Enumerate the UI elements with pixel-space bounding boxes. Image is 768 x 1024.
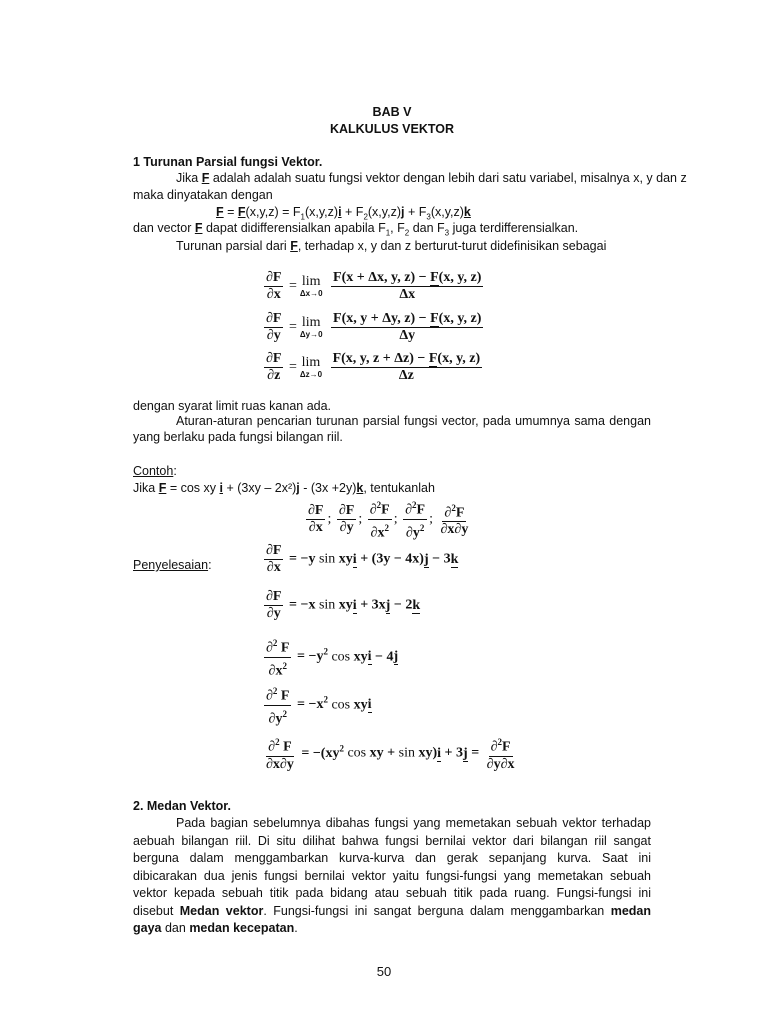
solution-d2Fdx2: $\frac{\partial^2 F}{\partial x^2}$ = $-y^2$ cos xyi − 4j [262, 635, 398, 679]
solution-dFdx: $\frac{\partial F}{\partial x}$ = −y sin xyi + (3y − 4x)j − 3k [266, 543, 459, 575]
contoh-text: Jika F = cos xy i + (3xy – 2x²)j - (3x +2y)k, tentukanlah [133, 481, 435, 495]
partial-z-definition: $\frac{\partial F}{\partial z}$ = lim Δz→0 $\frac{F(x, y, z + \Delta z) - F(x, y, z)}{\Delta z}$ [266, 351, 481, 383]
derivatives-to-find: $\frac{\partial F}{\partial x}$ ; $\frac{\partial F}{\partial y}$ ; $\frac{\partial^2F}{\partial x^2}$ ; $\frac{\partial^2F}{\partial y^2}$ ; $\frac{\partial^2F}{\partial x\partial y}$ [304, 497, 472, 541]
section1-para1-line1: Jika F adalah adalah suatu fungsi vektor dengan lebih dari satu variabel, misalnya x, y dan z [176, 171, 687, 185]
solution-dFdy: $\frac{\partial F}{\partial y}$ = −x sin xyi + 3xj − 2k [266, 589, 421, 621]
section1-para1-line2: maka dinyatakan dengan [133, 188, 273, 202]
contoh-label: Contoh: [133, 464, 177, 478]
section2-paragraph: Pada bagian sebelumnya dibahas fungsi yang memetakan sebuah vektor terhadap aebuah bilangan riil. Di situ dilihat bahwa fungsi bernilai vektor dari bilangan riil sangat berguna dalam menggambarkan kurva-kurva dan gerak sepanjang kurva. Saat ini dibicarakan dua jenis fungsi bernilai vektor yaitu fungsi-fungsi yang memetakan sebuah vektor kepada sebuah titik pada bidang atau sebuah titik pada ruang. Fungsi-fungsi ini disebut Medan vektor. Fungsi-fungsi ini sangat berguna dalam menggambarkan medan gaya dan medan kecepatan. [133, 816, 651, 935]
formula-F-definition: $F = F(x,y,z) = F_1(x,y,z)i + F_2(x,y,z)j + F_3(x,y,z)k$ [216, 205, 471, 222]
section1-para5: Aturan-aturan pencarian turunan parsial fungsi vector, pada umumnya sama dengan yang berlaku pada fungsi bilangan riil. [133, 414, 651, 444]
page-number: 50 [376, 964, 392, 979]
partial-y-definition: $\frac{\partial F}{\partial y}$ = lim Δy→0 $\frac{F(x, y + \Delta y, z) - F(x, y, z)}{\Delta y}$ [266, 311, 482, 343]
solution-d2Fdy2: $\frac{\partial^2 F}{\partial y^2}$ = $-x^2$ cos xyi [262, 683, 372, 727]
solution-d2Fdxdy: $\frac{\partial^2 F}{\partial x\partial y}$ = $-(xy^2$ cos xy + sin xy)i + 3j = $\frac{\partial^2F}{\partial y\partial x}$ [262, 734, 519, 773]
section1-heading: 1 Turunan Parsial fungsi Vektor. [133, 155, 323, 169]
chapter-number: BAB V [372, 105, 412, 119]
section1-para2: dan vector F dapat didifferensialkan apabila $F_1$, $F_2$ dan $F_3$ juga terdifferensialkan. [133, 221, 579, 238]
section1-para3: Turunan parsial dari F, terhadap x, y dan z berturut-turut didefinisikan sebagai [176, 239, 607, 253]
chapter-title: KALKULUS VEKTOR [329, 122, 455, 136]
partial-x-definition: $\frac{\partial F}{\partial x}$ = lim Δx→0 $\frac{F(x + \Delta x, y, z) - F(x, y, z)}{\Delta x}$ [266, 270, 482, 302]
penyelesaian-label: Penyelesaian: [133, 558, 212, 572]
section2-heading: 2. Medan Vektor. [133, 799, 231, 813]
section1-para4: dengan syarat limit ruas kanan ada. [133, 399, 332, 413]
